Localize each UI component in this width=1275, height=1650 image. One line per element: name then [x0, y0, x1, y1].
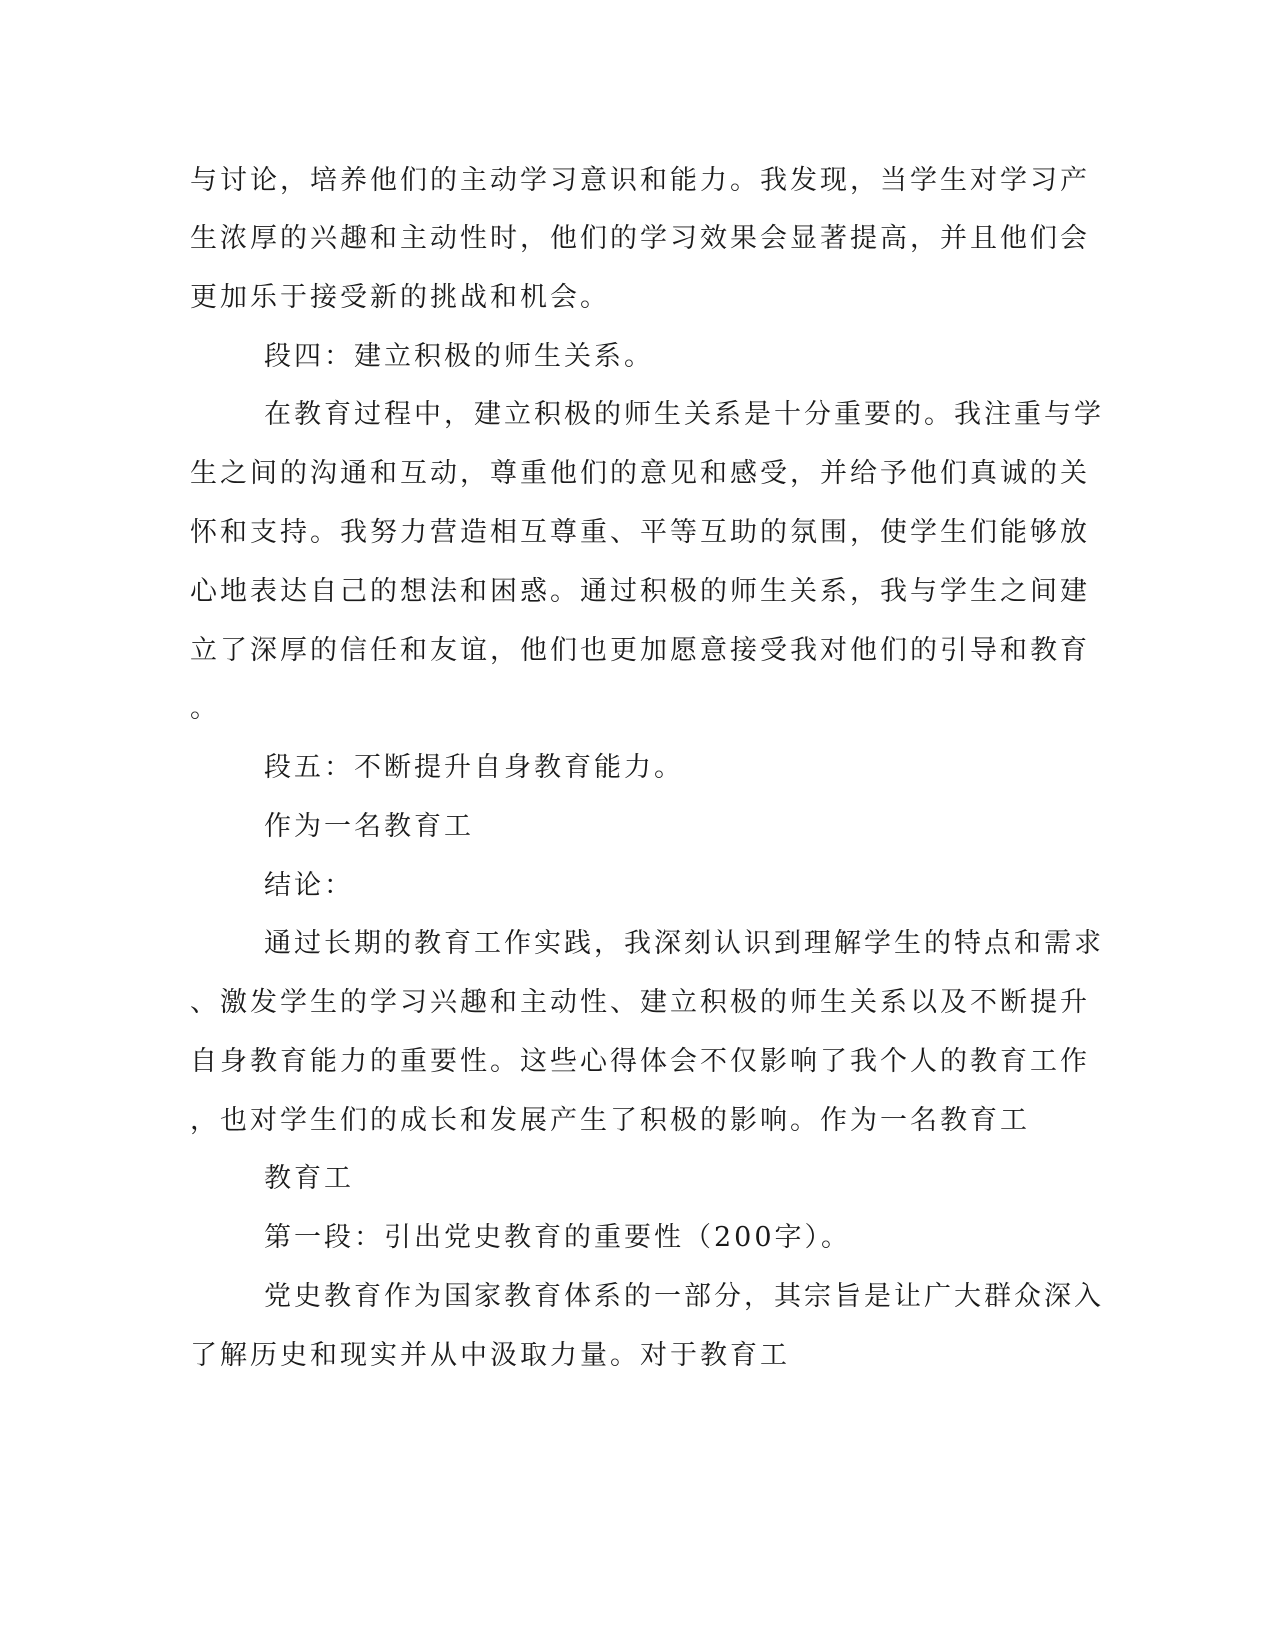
text-line: 通过长期的教育工作实践，我深刻认识到理解学生的特点和需求: [264, 928, 1104, 959]
text-line: 立了深厚的信任和友谊，他们也更加愿意接受我对他们的引导和教育: [190, 635, 1090, 666]
section-heading: 段四：建立积极的师生关系。: [264, 341, 654, 372]
text-line: 与讨论，培养他们的主动学习意识和能力。我发现，当学生对学习产: [190, 165, 1090, 196]
text-line: 、激发学生的学习兴趣和主动性、建立积极的师生关系以及不断提升: [190, 987, 1090, 1018]
text-line: ，也对学生们的成长和发展产生了积极的影响。作为一名教育工: [190, 1105, 1030, 1136]
section-heading: 结论：: [264, 870, 354, 901]
section-heading: 段五：不断提升自身教育能力。: [264, 752, 684, 783]
text-line: 作为一名教育工: [264, 811, 474, 842]
text-line: 在教育过程中，建立积极的师生关系是十分重要的。我注重与学: [264, 399, 1104, 430]
text-line: 更加乐于接受新的挑战和机会。: [190, 282, 610, 313]
text-line: 了解历史和现实并从中汲取力量。对于教育工: [190, 1340, 790, 1371]
text-line: 教育工: [264, 1163, 354, 1194]
text-line: 怀和支持。我努力营造相互尊重、平等互助的氛围，使学生们能够放: [190, 517, 1090, 548]
text-line: 党史教育作为国家教育体系的一部分，其宗旨是让广大群众深入: [264, 1281, 1104, 1312]
text-line: 心地表达自己的想法和困惑。通过积极的师生关系，我与学生之间建: [190, 576, 1090, 607]
text-line: 生之间的沟通和互动，尊重他们的意见和感受，并给予他们真诚的关: [190, 458, 1090, 489]
section-heading: 第一段：引出党史教育的重要性（200字）。: [264, 1222, 852, 1253]
text-line: 自身教育能力的重要性。这些心得体会不仅影响了我个人的教育工作: [190, 1046, 1090, 1077]
text-line: 生浓厚的兴趣和主动性时，他们的学习效果会显著提高，并且他们会: [190, 223, 1090, 254]
text-line: 。: [190, 693, 220, 724]
